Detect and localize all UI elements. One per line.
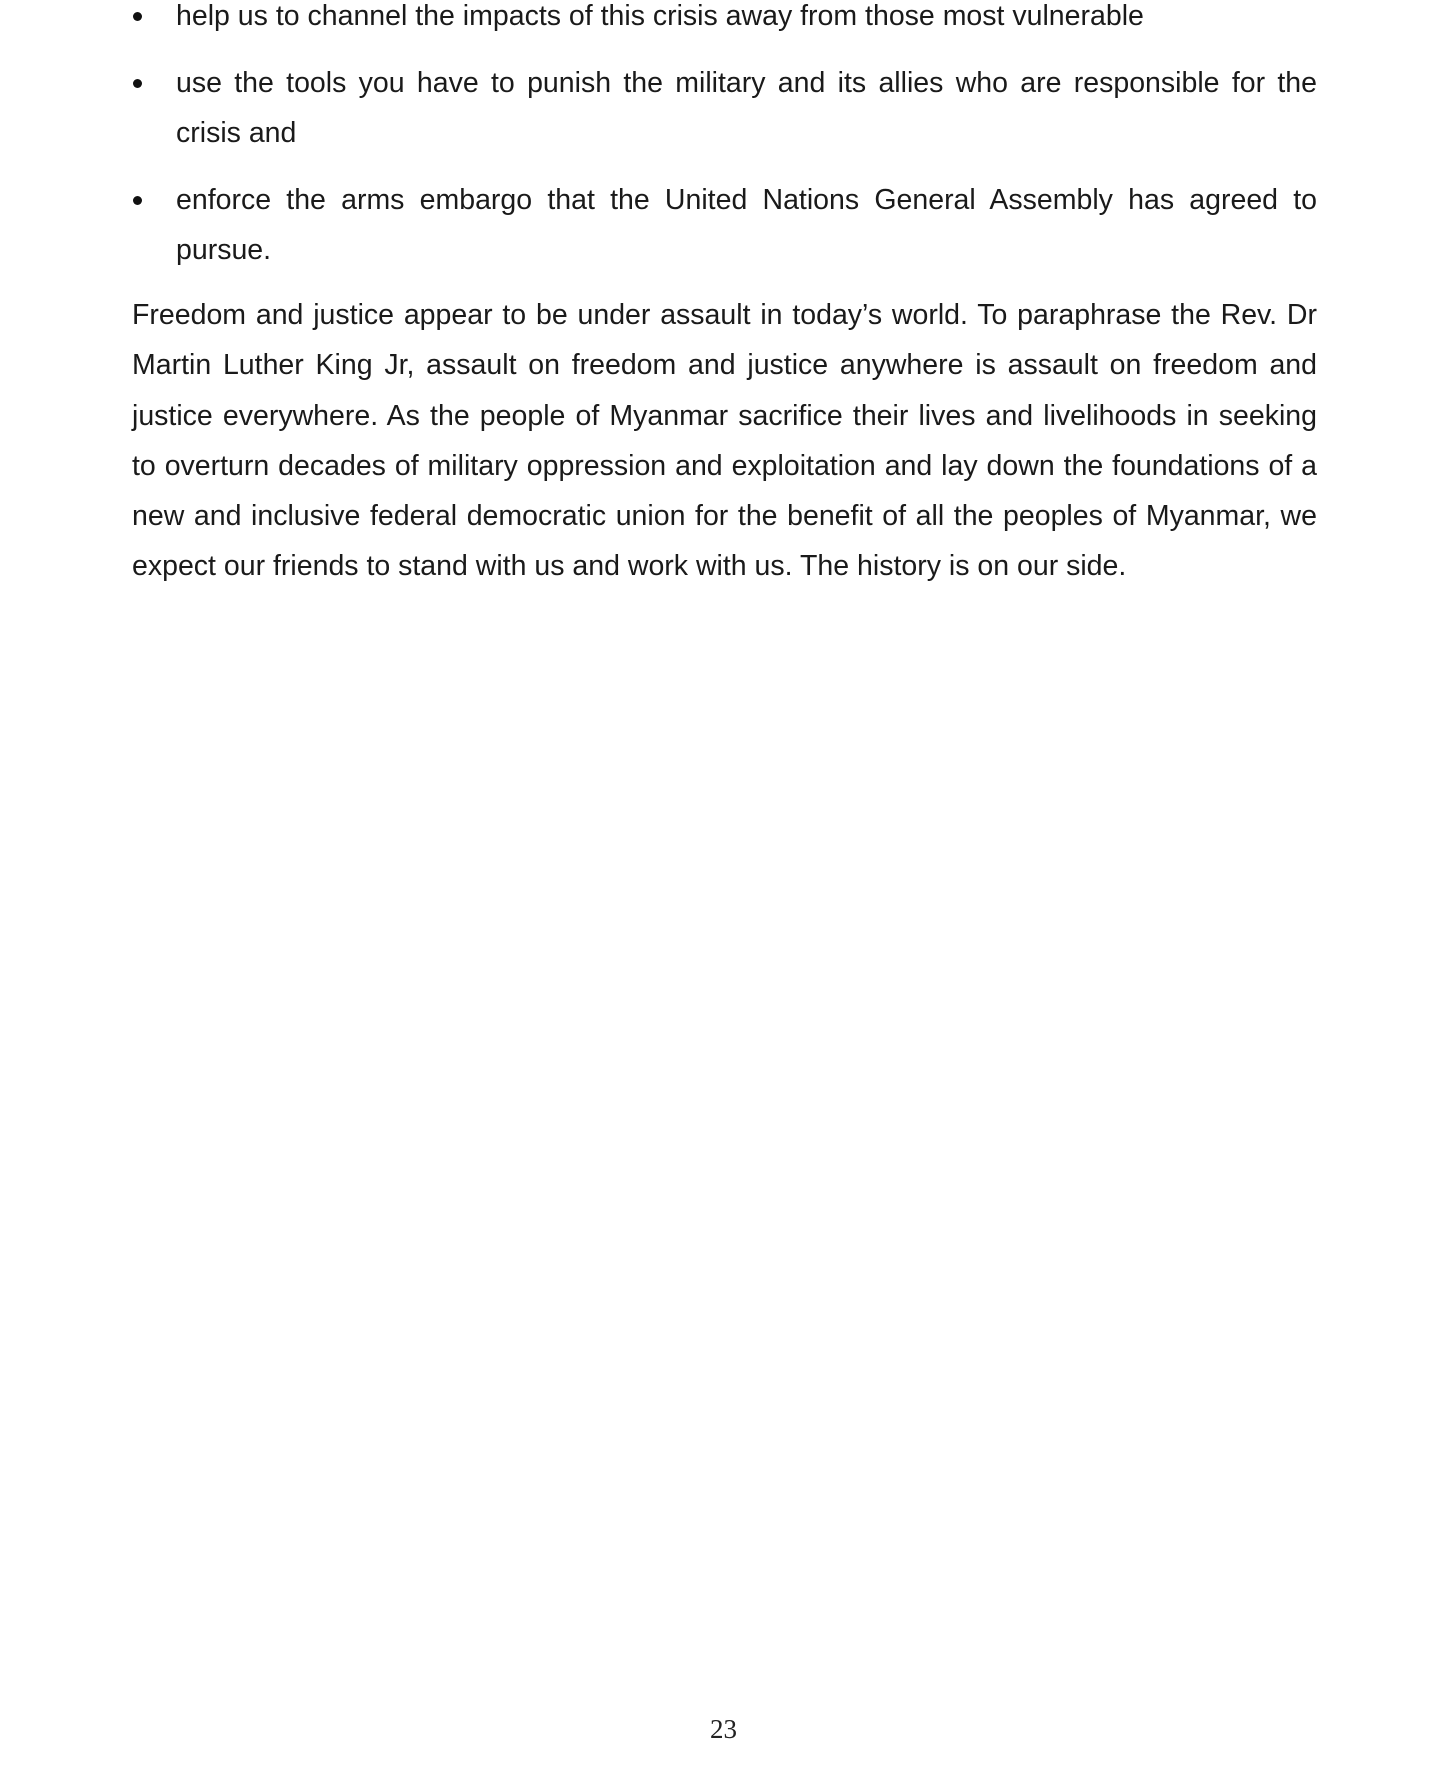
body-paragraph: Freedom and justice appear to be under assault in today’s world. To paraphrase the Rev. Dr Martin Luther King Jr, assault on freedom and justice anywhere is assault on freedom and justice everywhere. As the people of Myanmar sacrifice their lives and livelihoods in seeking to overturn decades of military oppression and exploitation and lay down the foundations of a new and inclusive federal democratic union for the benefit of all the peoples of Myanmar, we expect our friends to stand with us and work with us. The history is on our side. <box>132 299 1317 583</box>
list-item-text: enforce the arms embargo that the United Nations General Assembly has agreed to pursue. <box>176 184 1317 266</box>
list-item-text: help us to channel the impacts of this crisis away from those most vulnerable <box>176 0 1144 32</box>
bullet-icon <box>133 79 142 88</box>
page-number: 23 <box>710 1714 737 1744</box>
bullet-icon <box>133 12 142 21</box>
bullet-list <box>132 0 1317 292</box>
list-item <box>132 175 1317 275</box>
list-item <box>132 0 1317 41</box>
list-item <box>132 58 1317 158</box>
list-item-text: use the tools you have to punish the military and its allies who are responsible for the crisis and <box>176 67 1317 149</box>
bullet-icon <box>133 196 142 205</box>
